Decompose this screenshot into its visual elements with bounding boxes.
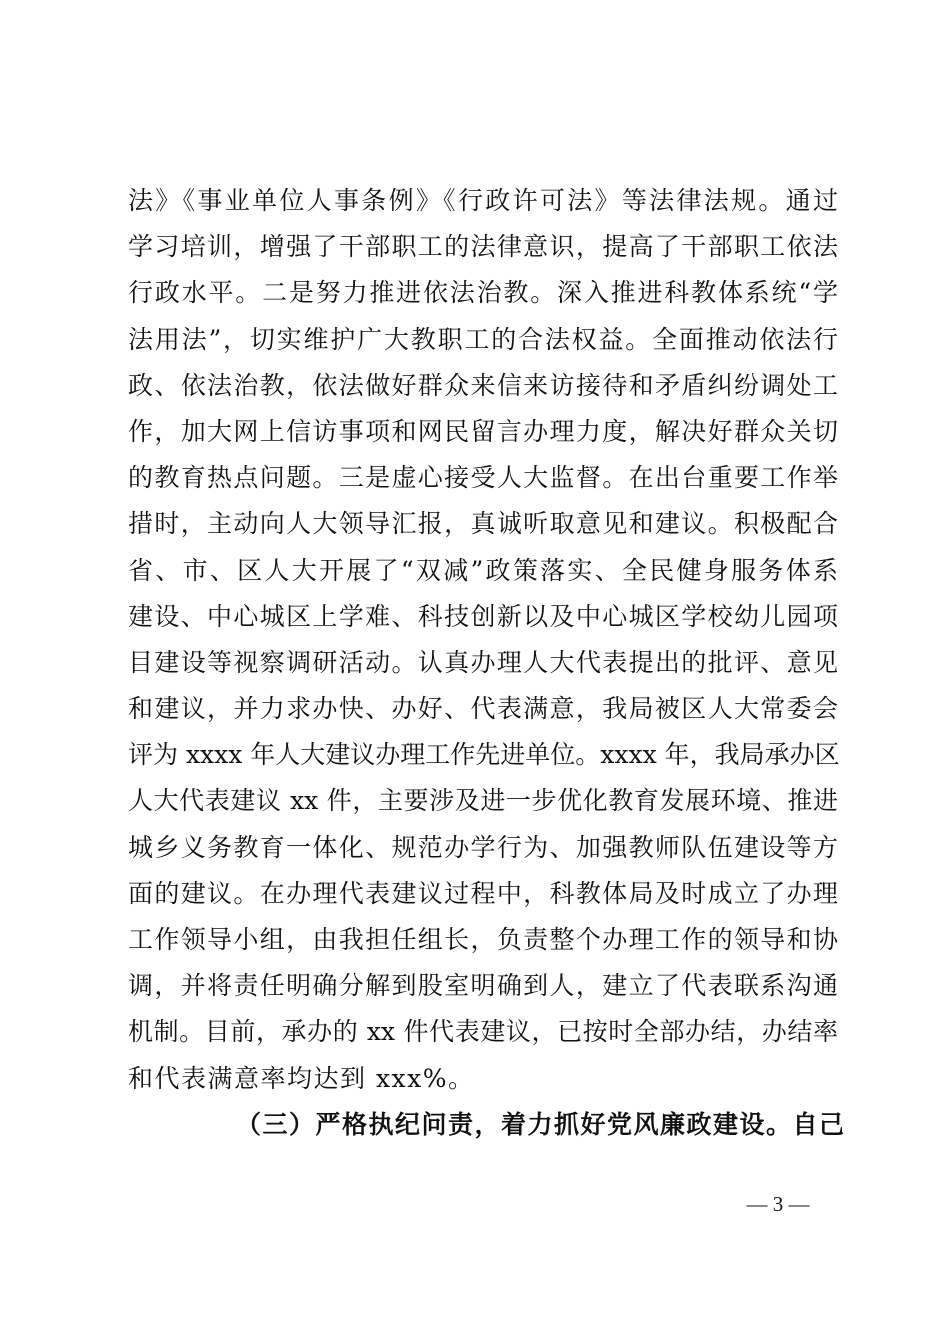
text-line: 评为 xxxx 年人大建议办理工作先进单位。xxxx 年，我局承办区 <box>128 740 840 770</box>
text-line: 省、市、区人大开展了“双减”政策落实、全民健身服务体系 <box>128 555 838 585</box>
text-line: 法》《事业单位人事条例》《行政许可法》等法律法规。通过 <box>128 186 838 215</box>
text-line: 调，并将责任明确分解到股室明确到人，建立了代表联系沟通 <box>128 971 838 1001</box>
text-line: 学习培训，增强了干部职工的法律意识，提高了干部职工依法 <box>128 232 838 262</box>
text-line: 的教育热点问题。三是虚心接受人大监督。在出台重要工作举 <box>128 463 838 493</box>
text-line: 措时，主动向人大领导汇报，真诚听取意见和建议。积极配合 <box>128 509 838 539</box>
text-line: 建设、中心城区上学难、科技创新以及中心城区学校幼儿园项 <box>128 601 838 631</box>
text-line: 面的建议。在办理代表建议过程中，科教体局及时成立了办理 <box>128 878 838 908</box>
text-line: 政、依法治教，依法做好群众来信来访接待和矛盾纠纷调处工 <box>128 370 838 400</box>
text-line-last: 和代表满意率均达到 xxx%。 <box>128 1063 475 1093</box>
body-text <box>128 178 846 1148</box>
page-number: — 3 — <box>746 1192 810 1216</box>
text-line: 作，加大网上信访事项和网民留言办理力度，解决好群众关切 <box>128 416 838 446</box>
text-line: 人大代表建议 xx 件，主要涉及进一步优化教育发展环境、推进 <box>128 786 838 816</box>
text-line: 城乡义务教育一体化、规范办学行为、加强教师队伍建设等方 <box>128 832 838 862</box>
text-line: 和建议，并力求办快、办好、代表满意，我局被区人大常委会 <box>128 694 838 724</box>
text-line: 目建设等视察调研活动。认真办理人大代表提出的批评、意见 <box>128 647 838 677</box>
text-line: 行政水平。二是努力推进依法治教。深入推进科教体系统“学 <box>128 278 838 308</box>
text-line: 法用法”，切实维护广大教职工的合法权益。全面推动依法行 <box>128 324 838 354</box>
section-heading: （三）严格执纪问责，着力抓好党风廉政建设。自己 <box>236 1109 846 1139</box>
text-line: 工作领导小组，由我担任组长，负责整个办理工作的领导和协 <box>128 925 838 954</box>
text-line: 机制。目前，承办的 xx 件代表建议，已按时全部办结，办结率 <box>128 1017 838 1047</box>
